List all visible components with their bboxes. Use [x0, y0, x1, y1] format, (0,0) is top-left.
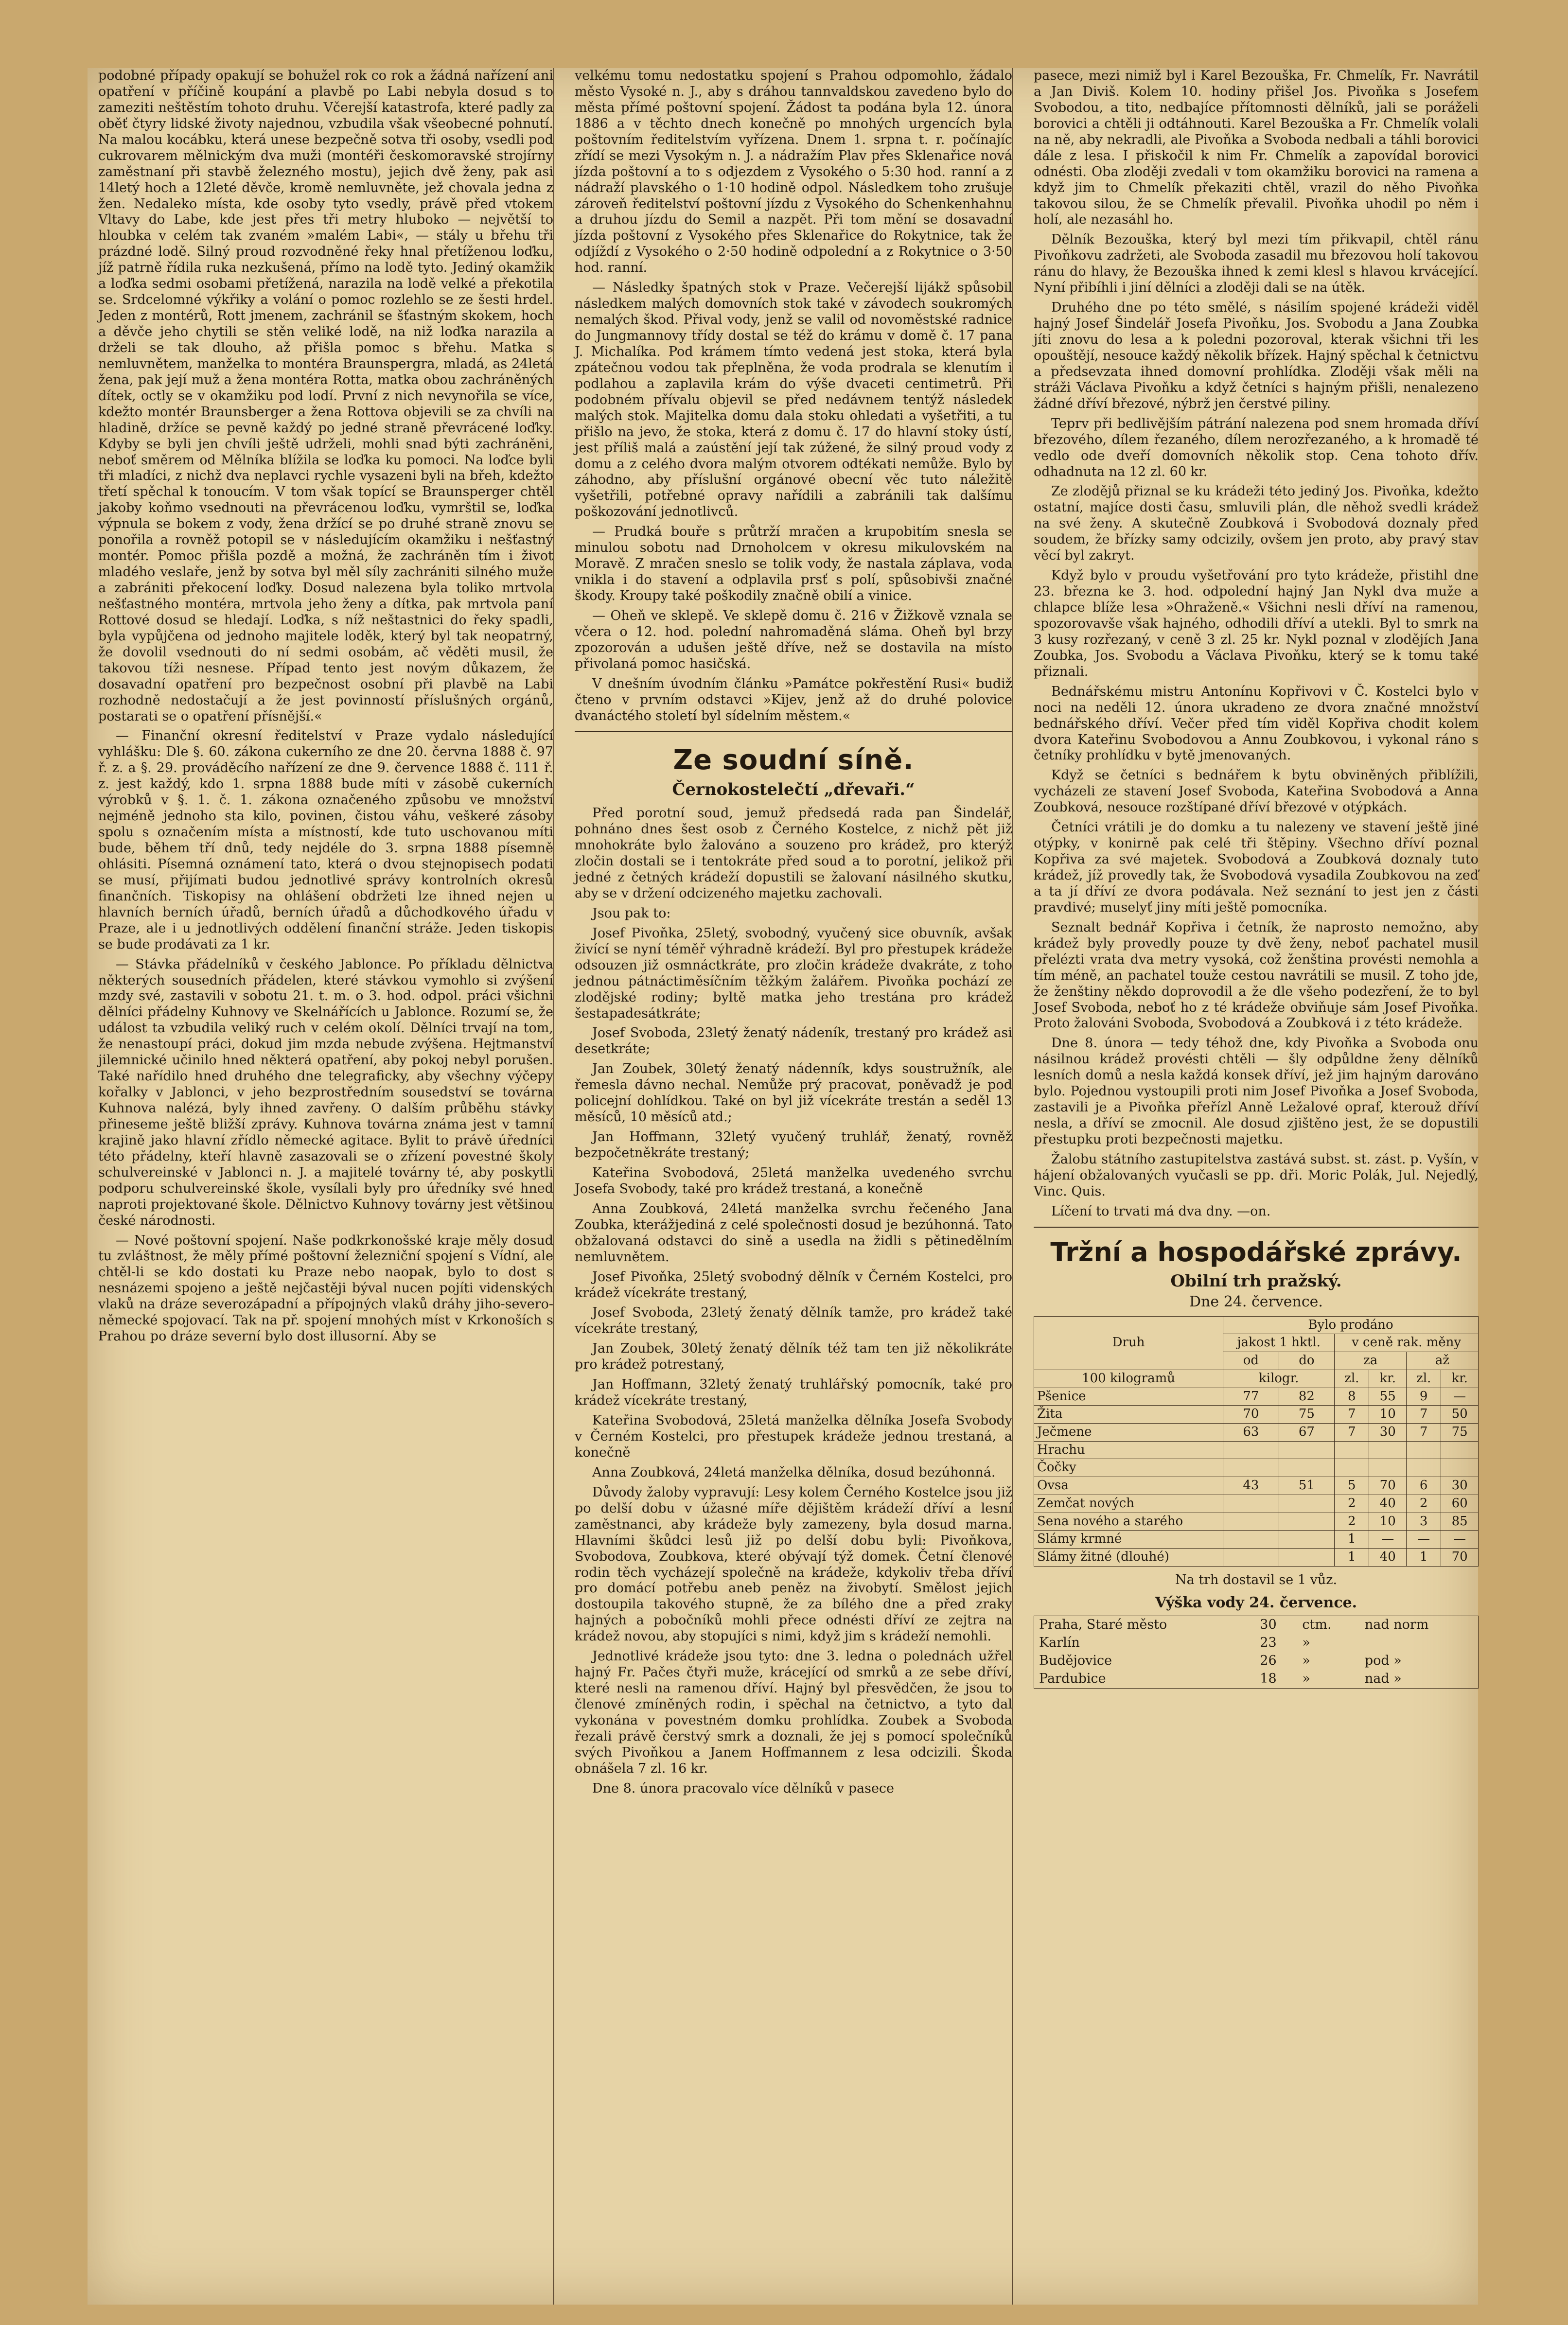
court-paragraph: Ze zlodějů přiznal se ku krádeži této jediný Jos. Pivoňka, kdežto ostatní, majíce dosti času, smluvili plán, dle něhož svedli krádež na své ženy. A skutečně Zoubková i Svobodová doznaly před soudem, že břízky samy odcizily, ovšem jen proto, aby pravý stav věcí byl zakryt. [1034, 484, 1479, 564]
article-finance-office: — Finanční okresní ředitelství v Praze vydalo následující vyhlášku: Dle §. 60. zákona cukerního ze dne 20. června 1888 č. 97 ř. z. a §. 29. prováděcího nařízení ze dne 9. července 1888 č. 111 ř. z. jest každý, kdo 1. srpna 1888 bude míti v zásobě cukerních výrobků v §. 1. č. 1. zákona označeného způsobu ve množství nejméně jednoho sta kilo, povinen, čistou váhu, veškeré zásoby spolu s označením místa a místností, kde tuto uschovanou míti bude, během tří dnů, tedy nejdéle do 3. srpna 1888 písemně ohlásiti. Písemná oznámení tato, která o dvou stejnopisech podati se musí, přijímati budou jednotlivé správy kontrolních okresů finančních. Tiskopisy na ohlášení obdržeti lze ihned nejen u hlavních berních úřadů, berních úřadů a důchodkového úřadu v Praze, ale i u jednotlivých oddělení finanční stráže. Jeden tiskopis se bude prodávati za 1 kr. [98, 728, 553, 952]
cell-za-kr: 40 [1369, 1548, 1407, 1566]
cell-az-zl: 9 [1407, 1388, 1441, 1406]
cell-az-zl: 3 [1407, 1513, 1441, 1531]
court-paragraph: Líčení to trvati má dva dny. —on. [1051, 1203, 1271, 1219]
table-row [1034, 1616, 1479, 1634]
cell-name: Zemčat nových [1034, 1495, 1223, 1513]
table-row [1034, 1652, 1479, 1670]
article-postal-continued: velkému tomu nedostatku spojení s Prahou odpomohlo, žádalo město Vysoké n. J., aby s dráhou tannvaldskou zavedeno bylo do města přímé poštovní spojení. Žádost ta podána byla 12. února 1886 a v těchto dnech konečně po mnohých urgencích byla poštovním ředitelstvím vyřízena. Dnem 1. srpna t. r. počínajíc zřídí se mezi Vysokým n. J. a nádražím Plav přes Sklenařice nová jízda poštovní a to s odjezdem z Vysokého o 5:30 hod. ranní a z nádraží plavského o 1·10 hodině odpol. Následkem toho zrušuje zároveň ředitelství poštovní jízdu z Vysokého do Schenkenhahnu a druhou jízdu do Semil a nazpět. Při tom mění se dosavadní jízda poštovní z Vysokého přes Sklenařice do Rokytnice, tak že odjíždí z Vysokého o 2·50 hodině odpolední a z Rokytnice o 3·50 hod. ranní. [575, 68, 1012, 276]
cell-az-kr: — [1441, 1531, 1479, 1549]
water-unit: » [1302, 1671, 1310, 1687]
cell-za-zl: 8 [1335, 1388, 1369, 1406]
cell-od [1223, 1459, 1279, 1477]
market-date: Dne 24. července. [1189, 1293, 1323, 1311]
cell-name: Slámy krmné [1034, 1531, 1223, 1549]
cell-az-kr [1441, 1459, 1479, 1477]
grain-price-table [1034, 1316, 1479, 1567]
court-paragraph: Dělník Bezouška, který byl mezi tím přikvapil, chtěl ránu Pivoňkovu zadržeti, ale Svoboda zasadil mu březovou holí takovou ránu do hlavy, že Bezouška ihned k zemi klesl s hlavou krvácející. Nyní přibíhli i jiní dělníci a zloději dali se na útěk. [1034, 232, 1479, 296]
table-row [1034, 1548, 1479, 1566]
court-paragraph: Jan Hoffmann, 32letý vyučený truhlář, ženatý, rovněž bezpočetněkráte trestaný; [575, 1129, 1012, 1161]
article-postal-connection: — Nové poštovní spojení. Naše podkrkonošské kraje měly dosud tu zvláštnost, že měly přímé poštovní železniční spojení s Vídní, ale chtěl-li se kdo dostati ku Praze nebo naopak, bylo to dost s nesnázemi spojeno a ještě nejčastěji býval nucen pojíti videnských vlaků na dráze severozápadní a přípojných vlaků dráhy jiho-severo-německé spojovací. Tak na př. spojení mnohých míst v Krkonoších s Prahou po dráze severní bylo dost illusorní. Aby se [98, 1233, 553, 1344]
cell-za-zl: 2 [1335, 1495, 1369, 1513]
water-value: 23 [1260, 1635, 1277, 1651]
court-paragraph: Když bylo v proudu vyšetřování pro tyto krádeže, přistihl dne 23. března ke 3. hod. odpolední hajný Jan Nykl dva muže a chlapce blíže lesa »Ohraženě.« Všichni nesli dříví na ramenou, spozorovavše však hajného, odhodili dříví a utekli. Byl to smrk na 3 kusy rozřezaný, v ceně 3 zl. 25 kr. Nykl poznal v zlodějích Jana Zoubka, Jos. Svobodu a Václava Pivoňku, který se k tomu také přiznali. [1034, 568, 1479, 679]
water-unit: ctm. [1302, 1617, 1332, 1633]
cell-od: 63 [1223, 1423, 1279, 1441]
header-unit: 100 kilogramů [1034, 1370, 1223, 1388]
header-za: za [1335, 1352, 1407, 1370]
cell-do [1279, 1441, 1335, 1459]
header-kind: Druh [1034, 1316, 1223, 1370]
article-cellar-fire: — Oheň ve sklepě. Ve sklepě domu č. 216 v Žižkově vznala se včera o 12. hod. polední nahromaděná sláma. Oheň byl brzy zpozorován a udušen ještě dříve, než se dostavila na místo přivolaná pomoc hasičská. [575, 608, 1012, 671]
cell-za-zl [1335, 1441, 1369, 1459]
cell-name: Čočky [1034, 1459, 1223, 1477]
water-place: Karlín [1039, 1635, 1080, 1651]
court-paragraph: Seznalt bednář Kopřiva i četník, že naprosto nemožno, aby krádež byly provedly pouze ty dvě ženy, neboť pachatel musil přelézti vrata dva metry vysoká, což ženština provésti nemohla a tím méně, an pachatel touže cestou navrátili se musil. Z toho jde, že ženštiny někdo doprovodil a že dle všeho podezření, že to byl Josef Svoboda, neboť ho z té krádeže obviňuje sám Josef Pivoňka. Proto žalováni Svoboda, Svobodová a Zoubková i z této krádeže. [1034, 919, 1479, 1031]
cell-za-kr: 10 [1369, 1406, 1407, 1424]
cell-az-zl [1407, 1441, 1441, 1459]
cell-za-kr: 55 [1369, 1388, 1407, 1406]
cell-az-kr: 75 [1441, 1423, 1479, 1441]
court-paragraph: Josef Pivoňka, 25letý svobodný dělník v Černém Kostelci, pro krádež vícekráte trestaný, [575, 1269, 1012, 1301]
cell-za-zl: 5 [1335, 1477, 1369, 1495]
cell-za-zl: 7 [1335, 1406, 1369, 1424]
cell-do [1279, 1548, 1335, 1566]
water-level-table [1034, 1616, 1479, 1689]
cell-az-kr: 60 [1441, 1495, 1479, 1513]
cell-od [1223, 1513, 1279, 1531]
court-paragraph: Dne 8. února — tedy téhož dne, kdy Pivoňka a Svoboda onu násilnou krádež provésti chtěli — šly odpůldne ženy dělníků lesních domů a nesla každá konsek dříví, jež jim hajným darováno bylo. Pojednou vystoupili proti nim Josef Pivoňka a Josef Svoboda, zastavili je a Pivoňka přeřízl Anně Ležalové opraf, kterouž dříví nesla, a dříví se zmocnil. Ale dosud zjištěno jest, že se dopustili přestupku proti bezpečnosti majetku. [1034, 1036, 1479, 1147]
water-value: 30 [1260, 1617, 1277, 1633]
court-paragraph: Četníci vrátili je do domku a tu nalezeny ve stavení ještě jiné otýpky, v konirně pak celé tři štěpiny. Všechno dříví poznal Kopřiva za své majetek. Svobodová a Zoubková doznaly tuto krádež, jíž provedly tak, že Svobodová vysadila Zoubkovou na zeď a ta jí dříví ze dvora podávala. Než seznání to jest jen z části pravdivé; muselyť jiny míti ještě pomocníka. [1034, 820, 1479, 915]
cell-za-kr: — [1369, 1531, 1407, 1549]
header-sold: Bylo prodáno [1223, 1316, 1479, 1334]
header-zl: zl. [1407, 1370, 1441, 1388]
table-row [1034, 1495, 1479, 1513]
court-paragraph: Jan Zoubek, 30letý ženatý nádenník, kdys soustružník, ale řemesla dávno nechal. Nemůže prý pracovat, poněvadž je pod policejní dohlídkou. Také on byl již vícekráte trestán a seděl 13 měsíců, 10 měsíců atd.; [575, 1061, 1012, 1125]
cell-od [1223, 1495, 1279, 1513]
table-row [1034, 1634, 1479, 1652]
cell-do: 75 [1279, 1406, 1335, 1424]
newspaper-page [88, 68, 1478, 2305]
table-row [1034, 1441, 1479, 1459]
column-2 [564, 68, 1023, 2305]
table-row [1034, 1388, 1479, 1406]
cell-name: Ovsa [1034, 1477, 1223, 1495]
court-paragraph: Jednotlivé krádeže jsou tyto: dne 3. ledna o polednách užřel hajný Fr. Pačes čtyři muže, krácející od smrků a ze sebe dříví, které nesli na ramenou dříví. Hajný byl přesvědčen, že jsou to členové zmíněných rodin, i spěchal na četnictvo, a tyto dal vykonána v povestném domku prohlídka. Zoubek a Svoboda řezali právě čerstvý smrk a doznali, že jej s pomocí společníků svých Pivoňkou a Janem Hoffmannem z lesa odcizili. Škoda obnášela 7 zl. 16 kr. [575, 1649, 1012, 1776]
court-paragraph: Důvody žaloby vypravují: Lesy kolem Černého Kostelce jsou již po delší dobu v úžasné míře dějištěm krádeží dříví a lesní zaměstnanci, aby krádeže byly zamezeny, byla dosud marna. Hlavními škůdci lesů již po delší dobu byli: Pivoňkova, Svobodova, Zoubkova, které obývají týž domek. Četní členové rodin těch vycházejí společně na krádeže, kdykoliv třeba dříví pro domácí potřebu aneb peněz na živobytí. Smělost jejich dostoupila takového stupně, že za bílého dne a před zraky hajných a pobočníků mohli přece odnésti dříví ze zejtra na krádež novou, aby stopujíci s nimi, když jim s krádeží nemohli. [575, 1484, 1012, 1644]
water-value: 18 [1260, 1671, 1277, 1687]
court-paragraph: Bednářskému mistru Antonínu Kopřivovi v Č. Kostelci bylo v noci na neděli 12. února ukradeno ze dvora značné množství bednářského dříví. Večer před tím viděl Kopřiva chodit kolem dvora Kateřinu Svobodovou a Annu Zoubkovou, i vykonal ráno s četníky prohlídku v bytě jmenovaných. [1034, 684, 1479, 763]
cell-az-kr: — [1441, 1388, 1479, 1406]
header-kilogr: kilogr. [1223, 1370, 1335, 1388]
cell-od [1223, 1548, 1279, 1566]
court-paragraph: Když se četníci s bednářem k bytu obviněných přiblížili, vycházeli ze stavení Josef Svoboda, Kateřina Svobodová a Anna Zoubková, nesouce rozštípané dříví březové v otýpkách. [1034, 768, 1479, 815]
cell-az-zl: — [1407, 1531, 1441, 1549]
court-paragraph: Josef Svoboda, 23letý ženatý nádeník, trestaný pro krádež asi desetkráte; [575, 1025, 1012, 1057]
court-paragraph: Jan Hoffmann, 32letý ženatý truhlářský pomocník, také pro krádež vícekráte trestaný, [575, 1377, 1012, 1409]
water-place: Pardubice [1039, 1671, 1106, 1687]
cell-za-zl: 2 [1335, 1513, 1369, 1531]
cell-za-kr: 30 [1369, 1423, 1407, 1441]
article-strike-jablonec: — Stávka přádelníků v českého Jablonce. Po příkladu dělnictva některých sousedních přádelen, které stávkou vymohlo si zvýšení mzdy své, zastavili v sobotu 21. t. m. o 3. hod. odpol. práci všichni dělníci přádelny Kuhnovy ve Skelnářících u Jablonce. Rozumí se, že událost ta vzbudila veliký ruch v celém okolí. Dělníci trvají na tom, že nenastoupí práci, dokud jim mzda nebude zvýšena. Hejtmanství jilemnické učinilo hned některá opatření, aby pokoj nebyl porušen. Také nařídilo hned druhého dne telegraficky, aby všechny výčepy kořalky v Jablonci, v jeho bezprostředním sousedství se továrna Kuhnova nalézá, byly ihned zavřeny. O dalším průběhu stávky přineseme ještě bližší zprávy. Kuhnova továrna známa jest v tamní krajině jako hlavní zřídlo německé agitace. Bylit to právě úředníci této přádelny, kteří hlavně zasazovali se o zřízení povestné školy schulvereinské v Jablonci n. J. a majitelé továrny té, aby poskytli podporu schulvereinské škole, vysílali byly pro úředníky své hned naproti projektované škole. Dělnictvo Kuhnovy továrny jest většinou české národnosti. [98, 956, 553, 1228]
court-paragraph: Před porotní soud, jemuž předsedá rada pan Šindelář, pohnáno dnes šest osob z Černého Kostelce, z nichž pět již mnohokráte bylo žalováno a souzeno pro krádež, pro kterýž zločin dostali se i tentokráte před soud a to porotní, jelikož při jedné z četných krádeží dopustili se žalovaní násilného skutku, aby se v držení odcizeného majetku zachovali. [575, 806, 1012, 901]
article-sewers-prague: — Následky špatných stok v Praze. Večerejší lijákž spůsobil následkem malých domovních stok také v závodech soukromých nemalých škod. Přival vody, jenž se valil od novoměstské radnice do Jungmannovy třídy dostal se též do krámu v domě č. 17 pana J. Michalíka. Pod krámem tímto vedená jest stoka, která byla zpátečnou vodou tak přeplněna, že voda prodrala se klenutím i podlahou a zaplavila krám do výše dvaceti centimetrů. Při podobném přívalu objevil se před nedávnem tentýž následek malých stok. Majitelka domu dala stoku ohledati a vyšetřiti, a tu přišlo na jevo, že stoka, která z domu č. 17 do hlavní stoky ústí, jest příliš malá a zaústění její tak zúžené, že silný proud vody z domu a z celého dvora malým otvorem odtékati nemůže. Bylo by záhodno, aby příslušní orgánové obecní věc tuto náležitě vyšetřili, potřebné opravy nařídili a zabránili tak dalšímu poškozování jednotlivců. [575, 280, 1012, 520]
water-level-title: Výška vody 24. července. [1155, 1594, 1357, 1611]
cell-az-kr [1441, 1441, 1479, 1459]
water-unit: » [1302, 1653, 1310, 1669]
court-paragraph: Dne 8. února pracovalo více dělníků v pasece [592, 1780, 895, 1796]
water-dir: nad » [1364, 1671, 1402, 1687]
cell-za-zl [1335, 1459, 1369, 1477]
cell-az-zl: 6 [1407, 1477, 1441, 1495]
cell-od: 77 [1223, 1388, 1279, 1406]
cell-za-zl: 1 [1335, 1531, 1369, 1549]
water-dir: pod » [1364, 1653, 1402, 1669]
article-correction: V dnešním úvodním článku »Památce pokřestění Rusi« budiž čteno v prvním odstavci »Kijev, jenž až do druhé polovice dvanáctého století byl sídelním městem.« [575, 676, 1012, 723]
table-row [1034, 1477, 1479, 1495]
court-paragraph: Jsou pak to: [592, 905, 671, 921]
cell-az-zl: 1 [1407, 1548, 1441, 1566]
court-paragraph: Kateřina Svobodová, 25letá manželka uvedeného svrchu Josefa Svobody, také pro krádež trestaná, a konečně [575, 1165, 1012, 1197]
water-place: Praha, Staré město [1039, 1617, 1167, 1633]
column-1 [88, 68, 564, 2305]
court-paragraph: Teprv při bedlivějším pátrání nalezena pod snem hromada dříví březového, dílem řezaného, dílem nerozřezaného, a k hromadě té vedlo ode dveří domovních několik stop. Cena tohoto dřív. odhadnuta na 12 zl. 60 kr. [1034, 416, 1479, 479]
market-subtitle: Obilní trh pražský. [1170, 1271, 1342, 1291]
court-section-title: Ze soudní síně. [673, 744, 914, 776]
cell-name: Žita [1034, 1406, 1223, 1424]
cell-od: 70 [1223, 1406, 1279, 1424]
cell-za-kr: 70 [1369, 1477, 1407, 1495]
cell-do: 51 [1279, 1477, 1335, 1495]
cell-name: Hrachu [1034, 1441, 1223, 1459]
cell-za-kr [1369, 1441, 1407, 1459]
cell-az-kr: 70 [1441, 1548, 1479, 1566]
header-kr: kr. [1369, 1370, 1407, 1388]
header-kr: kr. [1441, 1370, 1479, 1388]
court-paragraph: Žalobu státního zastupitelstva zastává subst. st. zást. p. Vyšín, v hájení obžalovaných vyučasli se pp. dři. Moric Polák, Jul. Nejedlý, Vinc. Quis. [1034, 1151, 1479, 1199]
cell-az-zl: 2 [1407, 1495, 1441, 1513]
column-divider [1012, 68, 1013, 2305]
court-paragraph: Anna Zoubková, 24letá manželka svrchu řečeného Jana Zoubka, kterážjediná z celé společnosti dosud je bezúhonná. Tato obžalovaná odstavci do sině a usedla na židli s pětinedělním nemluvnětem. [575, 1201, 1012, 1265]
cell-az-zl: 7 [1407, 1423, 1441, 1441]
cell-az-kr: 30 [1441, 1477, 1479, 1495]
cell-od [1223, 1531, 1279, 1549]
court-paragraph: Josef Pivoňka, 25letý, svobodný, vyučený sice obuvník, avšak živící se nyní téměř výhradně krádeží. Byl pro přestupek krádeže odsouzen již osmnáctkráte, pro zločin krádeže dvakráte, z toho jednou pátnáctiměsíčním těžkým žalářem. Pivoňka pochází ze zlodějské rodiny; byltě matka jeho trestána pro krádež šestapadesátkráte; [575, 925, 1012, 1021]
court-paragraph: Druhého dne po této smělé, s násilím spojené krádeži viděl hajný Josef Šindelář Josefa Pivoňku, Jos. Svobodu a Jana Zoubka jíti znovu do lesa a k poledni pozoroval, kterak všichni tři les opouštějí, nesouce každý několik břízek. Hajný spěchal k četnictvu a předsevzata ihned domovní prohlídka. Zloději však měli na stráži Václava Pivoňku a když četníci s hajným přišli, nenalezeno žádné dříví březové, nýbrž jen čerstvé piliny. [1034, 300, 1479, 411]
header-od: od [1223, 1352, 1279, 1370]
cell-az-kr: 50 [1441, 1406, 1479, 1424]
court-paragraph: Jan Zoubek, 30letý ženatý dělník též tam ten již několikráte pro krádež potrestaný, [575, 1341, 1012, 1373]
market-note: Na trh dostavil se 1 vůz. [1175, 1572, 1338, 1587]
water-dir: nad norm [1364, 1617, 1429, 1633]
article-drowning: podobné případy opakují se bohužel rok co rok a žádná nařízení ani opatření v příčině koupání a plavbě po Labi nebyla dosud s to zameziti neštěstím tohoto druhu. Včerejší katastrofa, které padly za oběť čtyry lidské životy najednou, vzbudila však všeobecné pohnutí. Na malou kocábku, která unese bezpečně sotva tři osoby, vsedli pod cukrovarem mělnickým dva muži (montéři českomoravské strojírny zaměstnaní při stavbě železného mostu), jejich dvě ženy, pak asi 14letý hoch a 12leté děvče, kromě nemluvněte, jež chovala jedna z žen. Nedaleko místa, kde osoby tyto vsedly, právě před vtokem Vltavy do Labe, kde jest přes tři metry hluboko — největší to hloubka v celém tak zvaném »malém Labi«, — stály u břehu tři prázdné lodě. Silný proud rozvodněné řeky hnal přetíženou loďku, jíž patrně řídila ruka nezkušená, přímo na lodě tyto. Jediný okamžik a loďka sedmi osobami přetížená, narazila na lodě velké a překotila se. Srdcelomné výkřiky a volání o pomoc rozlehlo se ze šesti hrdel. Jeden z montérů, Rott jmenem, zachránil se šťastným skokem, hoch a děvče jeho chytili se stěn veliké lodě, na niž loďka narazila a drželi se tak dlouho, až přišla pomoc s břehu. Matka s nemluvnětem, manželka to montéra Braunspergra, mladá, as 24letá žena, pak její muž a žena montéra Rotta, matka obou zachráněných dítek, octly se v okamžiku pod lodí. První z nich nevynořila se více, kdežto montér Braunsberger a žena Rottova objevili se za chvíli na hladině, držíce se pevně každý po jedné straně převrácené loďky. Kdyby se byli jen chvíli ještě udrželi, mohli snad býti zachráněni, neboť směrem od Mělníka blížila se loďka ku pomoci. Na loďce byli tři mladíci, z nichž dva neplavci rychle vysazeni byli na břeh, kdežto třetí spěchal k tonoucím. V tom však topící se Braunsperger chtěl jakoby koňmo vsednouti na převrácenou loďku, vymrštil se, loďka výpnula se bokem z vody, žena držící se po druhé straně znovu se ponořila a rovněž potopil se v následujícím okamžiku i nešťastný montér. Pomoc přišla pozdě a možná, že zachráněn tím i život mladého veslaře, jenž by sotva byl měl síly zachrániti silného muže a zabrániti překocení loďky. Dosud nalezena byla toliko mrtvola nešťastného montéra, mrtvola jeho ženy a dítka, pak mrtvola paní Rottové dosud se hledají. Loďka, s níž neštastnici do řeky spadli, byla vypůjčena od jednoho majitele loděk, který byl tak neopatrný, že dovolil vsednouti do ní sedmi osobám, ač věděti musil, že takovou tíži nesnese. Případ tento jest novým důkazem, že dosavadní opatření pro bezpečnost osobní při plavbě na Labi rozhodně nedostačují a že jest povinností příslušných orgánů, postarati se o opatření přísnější.« [98, 68, 553, 724]
section-divider [1034, 1227, 1479, 1228]
header-zl: zl. [1335, 1370, 1369, 1388]
cell-do: 67 [1279, 1423, 1335, 1441]
court-paragraph: Anna Zoubková, 24letá manželka dělníka, dosud bezúhonná. [592, 1464, 996, 1480]
cell-az-kr: 85 [1441, 1513, 1479, 1531]
cell-za-zl: 7 [1335, 1423, 1369, 1441]
cell-za-zl: 1 [1335, 1548, 1369, 1566]
table-row [1034, 1459, 1479, 1477]
cell-do [1279, 1495, 1335, 1513]
table-row [1034, 1406, 1479, 1424]
market-section-title: Tržní a hospodářské zprávy. [1050, 1236, 1462, 1268]
table-row [1034, 1423, 1479, 1441]
article-storm: — Prudká bouře s průtrží mračen a krupobitím snesla se minulou sobotu nad Drnoholcem v okresu mikulovském na Moravě. Z mračen sneslo se tolik vody, že nastala záplava, voda vnikla i do stavení a odplavila prsť s polí, spůsobivši značné škody. Kroupy také poškodily značně obilí a vinice. [575, 524, 1012, 603]
cell-do [1279, 1531, 1335, 1549]
cell-za-kr: 10 [1369, 1513, 1407, 1531]
cell-name: Pšenice [1034, 1388, 1223, 1406]
table-row [1034, 1670, 1479, 1688]
court-section-subtitle: Černokostelečtí „dřevaři.“ [672, 779, 915, 799]
cell-az-zl: 7 [1407, 1406, 1441, 1424]
cell-do: 82 [1279, 1388, 1335, 1406]
cell-do [1279, 1513, 1335, 1531]
column-divider [553, 68, 554, 2305]
water-dir [1360, 1634, 1479, 1652]
header-az: až [1407, 1352, 1479, 1370]
cell-az-zl [1407, 1459, 1441, 1477]
water-value: 26 [1260, 1653, 1277, 1669]
cell-za-kr: 40 [1369, 1495, 1407, 1513]
water-place: Budějovice [1039, 1653, 1112, 1669]
cell-od [1223, 1441, 1279, 1459]
column-3 [1023, 68, 1489, 2305]
cell-za-kr [1369, 1459, 1407, 1477]
court-paragraph: Kateřina Svobodová, 25letá manželka dělníka Josefa Svobody v Černém Kostelci, pro přestupek krádeže jednou trestaná, a konečně [575, 1413, 1012, 1460]
header-per-hl: jakost 1 hktl. [1223, 1334, 1335, 1352]
court-paragraph: Josef Svoboda, 23letý ženatý dělník tamže, pro krádež také vícekráte trestaný, [575, 1305, 1012, 1337]
section-divider [575, 731, 1012, 732]
header-do: do [1279, 1352, 1335, 1370]
cell-do [1279, 1459, 1335, 1477]
cell-name: Sena nového a starého [1034, 1513, 1223, 1531]
table-row [1034, 1531, 1479, 1549]
cell-name: Ječmene [1034, 1423, 1223, 1441]
cell-od: 43 [1223, 1477, 1279, 1495]
cell-name: Slámy žitné (dlouhé) [1034, 1548, 1223, 1566]
court-continued: pasece, mezi nimiž byl i Karel Bezouška, Fr. Chmelík, Fr. Navrátil a Jan Diviš. Kolem 10. hodiny přišel Jos. Pivoňka s Josefem Svobodou, a tito, nedbajíce přítomnosti dělníků, jali se poráželi borovici a chtěli ji odtáhnouti. Karel Bezouška a Fr. Chmelík volali na ně, aby nekradli, ale Pivoňka a Svoboda nedbali a táhli borovici dále z lesa. I přiskočil k nim Fr. Chmelík a zapovídal borovici odnésti. Oba zloději zvedali v tom okamžiku borovici na ramena a když jim to Chmelík překaziti chtěl, vrazil do něho Pivoňka takovou silou, že se Chmelík převalil. Pivoňka uhodil po něm i holí, ale nezasáhl ho. [1034, 68, 1479, 228]
table-row [1034, 1513, 1479, 1531]
header-price: v ceně rak. měny [1335, 1334, 1479, 1352]
water-unit: » [1302, 1635, 1310, 1651]
